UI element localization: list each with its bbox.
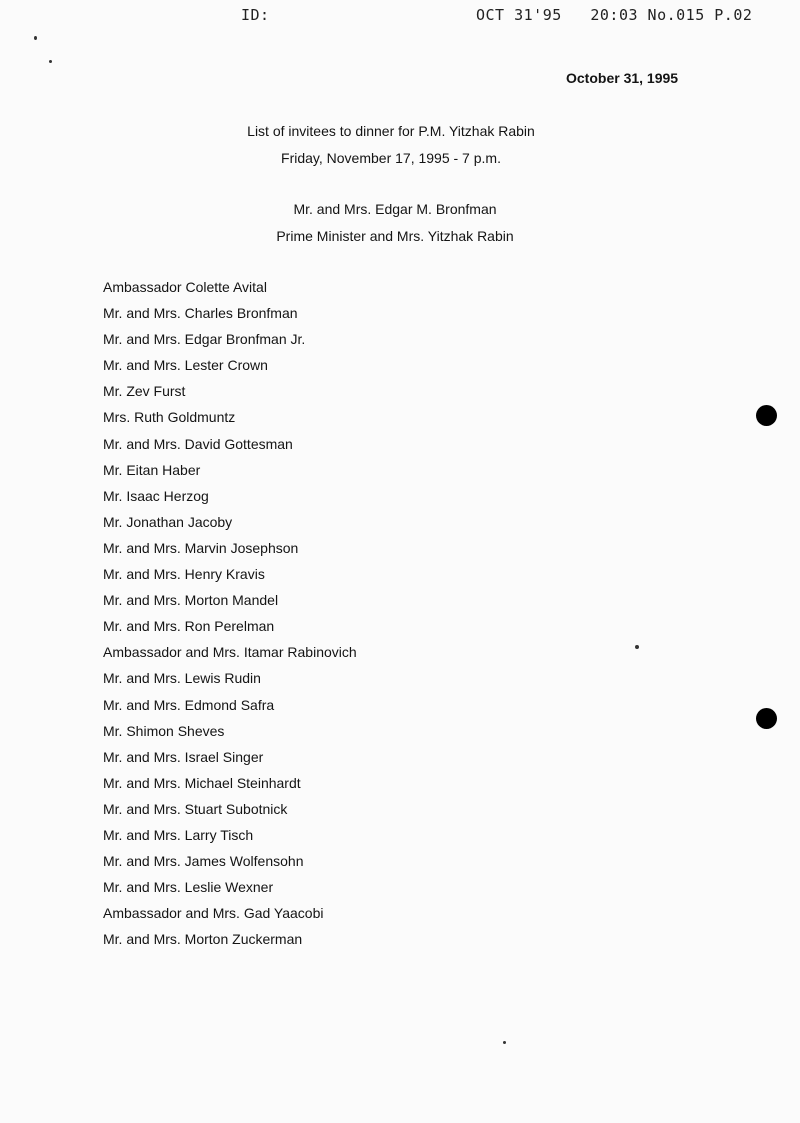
host-line: Mr. and Mrs. Edgar M. Bronfman [293,201,497,217]
invitee-item: Mr. and Mrs. Charles Bronfman [103,305,298,322]
invitee-item: Mr. and Mrs. Morton Mandel [103,592,279,609]
invitee-item: Mr. Zev Furst [103,383,186,400]
invitee-item: Mr. and Mrs. Lewis Rudin [103,670,261,687]
invitee-item: Mr. and Mrs. Edmond Safra [103,696,275,713]
title-line: List of invitees to dinner for P.M. Yitzhak Rabin [247,123,535,139]
invitee-item: Mr. Eitan Haber [103,461,201,478]
scan-speck [34,36,37,40]
invitee-item: Mr. and Mrs. Israel Singer [103,748,264,765]
document-title [0,118,791,172]
invitee-item: Mr. and Mrs. Henry Kravis [103,566,265,583]
invitee-item: Mr. and Mrs. Marvin Josephson [103,539,299,556]
invitee-list [103,274,357,952]
invitee-item: Mr. and Mrs. David Gottesman [103,435,293,452]
scan-speck [49,60,52,63]
scan-speck [503,1041,506,1044]
guest-of-honor-line: Prime Minister and Mrs. Yitzhak Rabin [276,228,514,244]
invitee-item: Mr. and Mrs. Michael Steinhardt [103,774,301,791]
event-date-line: Friday, November 17, 1995 - 7 p.m. [281,150,501,166]
scan-speck [635,645,639,649]
invitee-item: Mr. Jonathan Jacoby [103,513,233,530]
invitee-item: Mr. and Mrs. Morton Zuckerman [103,931,303,948]
hosts-block [0,196,795,250]
invitee-item: Mr. and Mrs. Lester Crown [103,357,268,374]
punch-hole-mark [756,708,777,729]
punch-hole-mark [756,405,777,426]
invitee-item: Mr. and Mrs. Larry Tisch [103,826,254,843]
invitee-item: Ambassador Colette Avital [103,279,267,295]
fax-header [0,6,800,26]
invitee-item: Ambassador and Mrs. Gad Yaacobi [103,905,324,922]
invitee-item: Mr. Isaac Herzog [103,487,209,504]
fax-transmission-info: OCT 31'95 20:03 No.015 P.02 [476,6,753,24]
invitee-item: Mr. and Mrs. Leslie Wexner [103,879,274,896]
invitee-item: Mr. and Mrs. Stuart Subotnick [103,800,288,817]
document-date: October 31, 1995 [566,70,679,86]
invitee-item: Mrs. Ruth Goldmuntz [103,409,236,426]
invitee-item: Mr. and Mrs. Ron Perelman [103,618,275,635]
invitee-item: Mr. and Mrs. James Wolfensohn [103,853,304,870]
invitee-item: Mr. and Mrs. Edgar Bronfman Jr. [103,331,306,348]
invitee-item: Mr. Shimon Sheves [103,722,225,739]
fax-id-label: ID: [241,6,270,24]
invitee-item: Ambassador and Mrs. Itamar Rabinovich [103,644,357,661]
